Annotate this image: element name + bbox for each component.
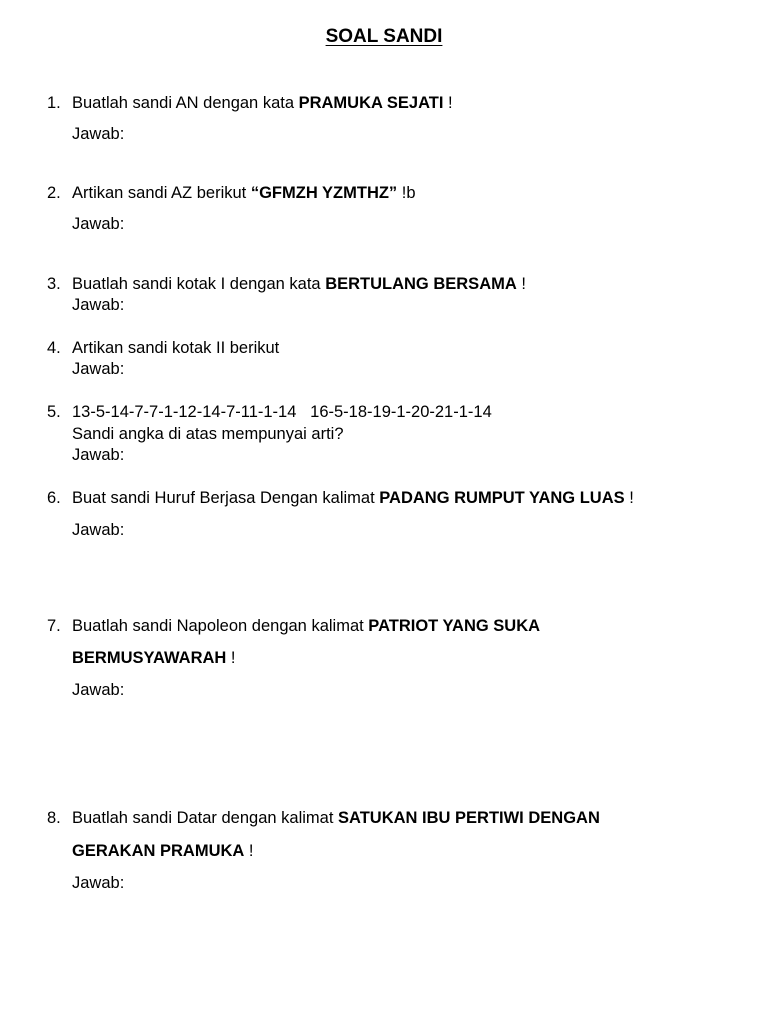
- question-keyword-continued: BERMUSYAWARAH: [72, 649, 227, 667]
- answer-label: Jawab:: [72, 296, 125, 314]
- question-prompt: Buatlah sandi Napoleon dengan kalimat: [72, 617, 369, 635]
- question-keyword-continued: GERAKAN PRAMUKA: [72, 842, 245, 860]
- question-number: 7.: [47, 617, 61, 635]
- question-number: 1.: [47, 94, 61, 112]
- answer-label: Jawab:: [72, 360, 125, 378]
- question-number: 2.: [47, 184, 61, 202]
- answer-label: Jawab:: [72, 681, 125, 699]
- answer-label: Jawab:: [72, 446, 125, 464]
- question-text: [72, 184, 416, 203]
- question-keyword: PATRIOT YANG SUKA: [368, 617, 541, 635]
- question-text-continued: [72, 842, 254, 861]
- question-prompt: Artikan sandi AZ berikut: [72, 184, 251, 202]
- answer-label: Jawab:: [72, 874, 125, 892]
- question-punct: !: [624, 489, 634, 507]
- question-keyword: “GFMZH YZMTHZ”: [250, 184, 398, 202]
- question-keyword: BERTULANG BERSAMA: [325, 275, 517, 293]
- answer-label: Jawab:: [72, 521, 125, 539]
- question-prompt: Buatlah sandi kotak I dengan kata: [72, 275, 326, 293]
- question-text: [72, 617, 540, 636]
- question-number: 4.: [47, 339, 61, 357]
- question-text: [72, 489, 634, 508]
- page-title: SOAL SANDI: [325, 26, 443, 47]
- question-punct: !: [516, 275, 526, 293]
- question-keyword: SATUKAN IBU PERTIWI DENGAN: [338, 809, 600, 827]
- question-number: 8.: [47, 809, 61, 827]
- question-punct: !: [443, 94, 453, 112]
- cipher-code: 13-5-14-7-7-1-12-14-7-11-1-14 16-5-18-19-1-20-21-1-14: [72, 403, 492, 421]
- question-prompt: Artikan sandi kotak II berikut: [72, 339, 280, 357]
- question-punct: !: [226, 649, 236, 667]
- answer-label: Jawab:: [72, 215, 125, 233]
- question-punct: !: [244, 842, 254, 860]
- question-text-continued: [72, 649, 236, 668]
- question-prompt: Buat sandi Huruf Berjasa Dengan kalimat: [72, 489, 380, 507]
- question-text: [72, 94, 453, 113]
- question-number: 6.: [47, 489, 61, 507]
- question-prompt: Buatlah sandi AN dengan kata: [72, 94, 299, 112]
- question-keyword: PRAMUKA SEJATI: [298, 94, 444, 112]
- question-keyword: PADANG RUMPUT YANG LUAS: [379, 489, 625, 507]
- answer-label: Jawab:: [72, 125, 125, 143]
- question-punct: !b: [397, 184, 416, 202]
- question-text: [72, 275, 526, 294]
- question-number: 5.: [47, 403, 61, 421]
- question-text: [72, 809, 600, 828]
- question-prompt: Buatlah sandi Datar dengan kalimat: [72, 809, 338, 827]
- question-number: 3.: [47, 275, 61, 293]
- question-prompt: Sandi angka di atas mempunyai arti?: [72, 425, 344, 443]
